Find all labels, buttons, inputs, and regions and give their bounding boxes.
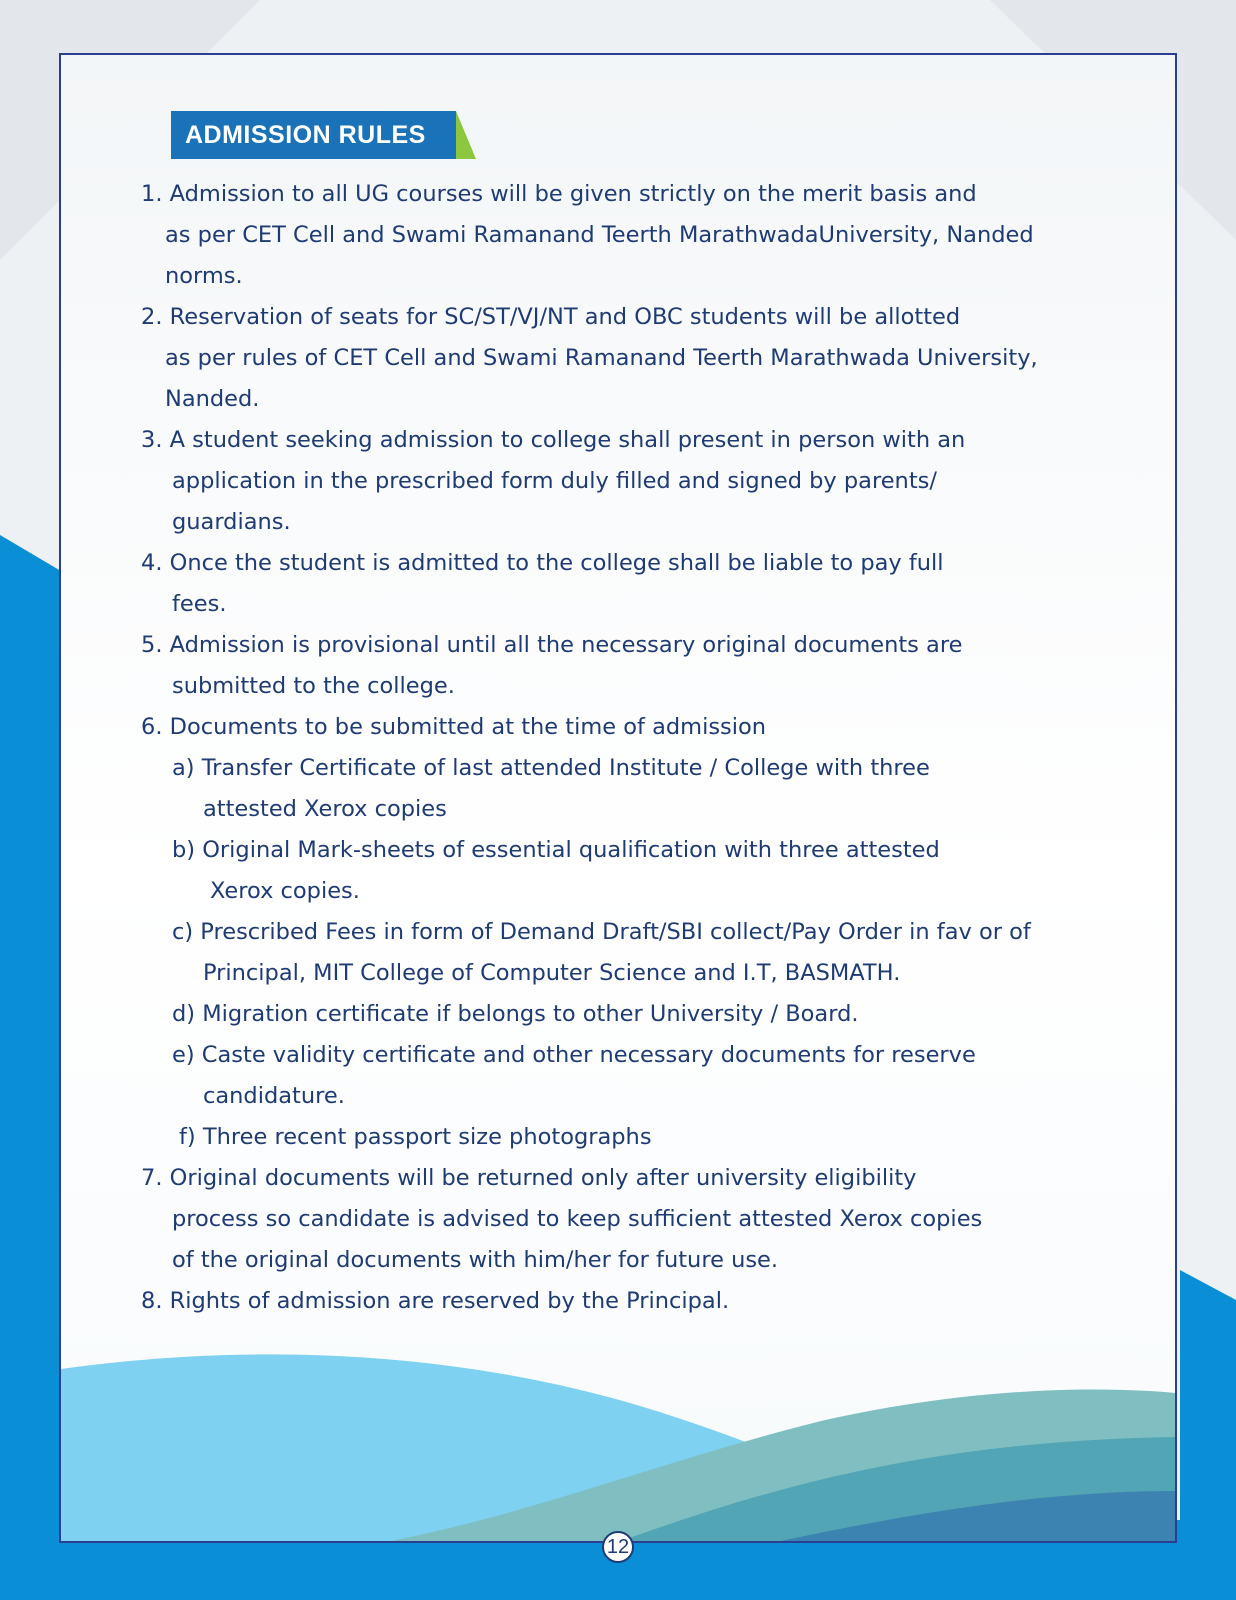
rule-line: 7. Original documents will be returned only after university eligibility	[141, 1165, 917, 1191]
rule-line: 5. Admission is provisional until all the necessary original documents are	[141, 632, 963, 658]
rule-line: as per CET Cell and Swami Ramanand Teerth MarathwadaUniversity, Nanded	[165, 222, 1034, 248]
sub-rule-line: b) Original Mark-sheets of essential qualification with three attested	[172, 837, 940, 863]
rule-line: 3. A student seeking admission to college shall present in person with an	[141, 427, 966, 453]
page-heading-text: ADMISSION RULES	[185, 121, 426, 149]
sub-rule-line: f) Three recent passport size photographs	[179, 1124, 652, 1150]
sub-rule-line: d) Migration certificate if belongs to other University / Board.	[172, 1001, 859, 1027]
sub-rule-line: candidature.	[203, 1083, 345, 1109]
rule-line: as per rules of CET Cell and Swami Ramanand Teerth Marathwada University,	[165, 345, 1038, 371]
sub-rule-line: e) Caste validity certificate and other necessary documents for reserve	[172, 1042, 976, 1068]
rule-line: guardians.	[172, 509, 291, 535]
decorative-waves	[61, 1341, 1175, 1541]
rule-line: 1. Admission to all UG courses will be given strictly on the merit basis and	[141, 181, 977, 207]
rule-line: process so candidate is advised to keep sufficient attested Xerox copies	[172, 1206, 983, 1232]
page-heading	[171, 111, 456, 159]
heading-banner	[171, 111, 456, 159]
content-frame	[59, 53, 1177, 1543]
sub-rule-line: Xerox copies.	[210, 878, 360, 904]
rule-line: Nanded.	[165, 386, 260, 412]
rule-line: 4. Once the student is admitted to the college shall be liable to pay full	[141, 550, 944, 576]
rule-line: 2. Reservation of seats for SC/ST/VJ/NT and OBC students will be allotted	[141, 304, 961, 330]
sub-rule-line: c) Prescribed Fees in form of Demand Draft/SBI collect/Pay Order in fav or of	[172, 919, 1031, 945]
rule-line: application in the prescribed form duly filled and signed by parents/	[172, 468, 937, 494]
rule-line: of the original documents with him/her for future use.	[172, 1247, 779, 1273]
sub-rule-line: attested Xerox copies	[203, 796, 447, 822]
sub-rule-line: Principal, MIT College of Computer Science and I.T, BASMATH.	[203, 960, 901, 986]
rule-line: submitted to the college.	[172, 673, 455, 699]
page-number: 12	[602, 1531, 634, 1563]
sub-rule-line: a) Transfer Certificate of last attended Institute / College with three	[172, 755, 930, 781]
rule-line: fees.	[172, 591, 227, 617]
heading-accent	[456, 111, 476, 159]
rule-line: norms.	[165, 263, 243, 289]
rule-line: 6. Documents to be submitted at the time of admission	[141, 714, 767, 740]
rule-line: 8. Rights of admission are reserved by the Principal.	[141, 1288, 730, 1314]
